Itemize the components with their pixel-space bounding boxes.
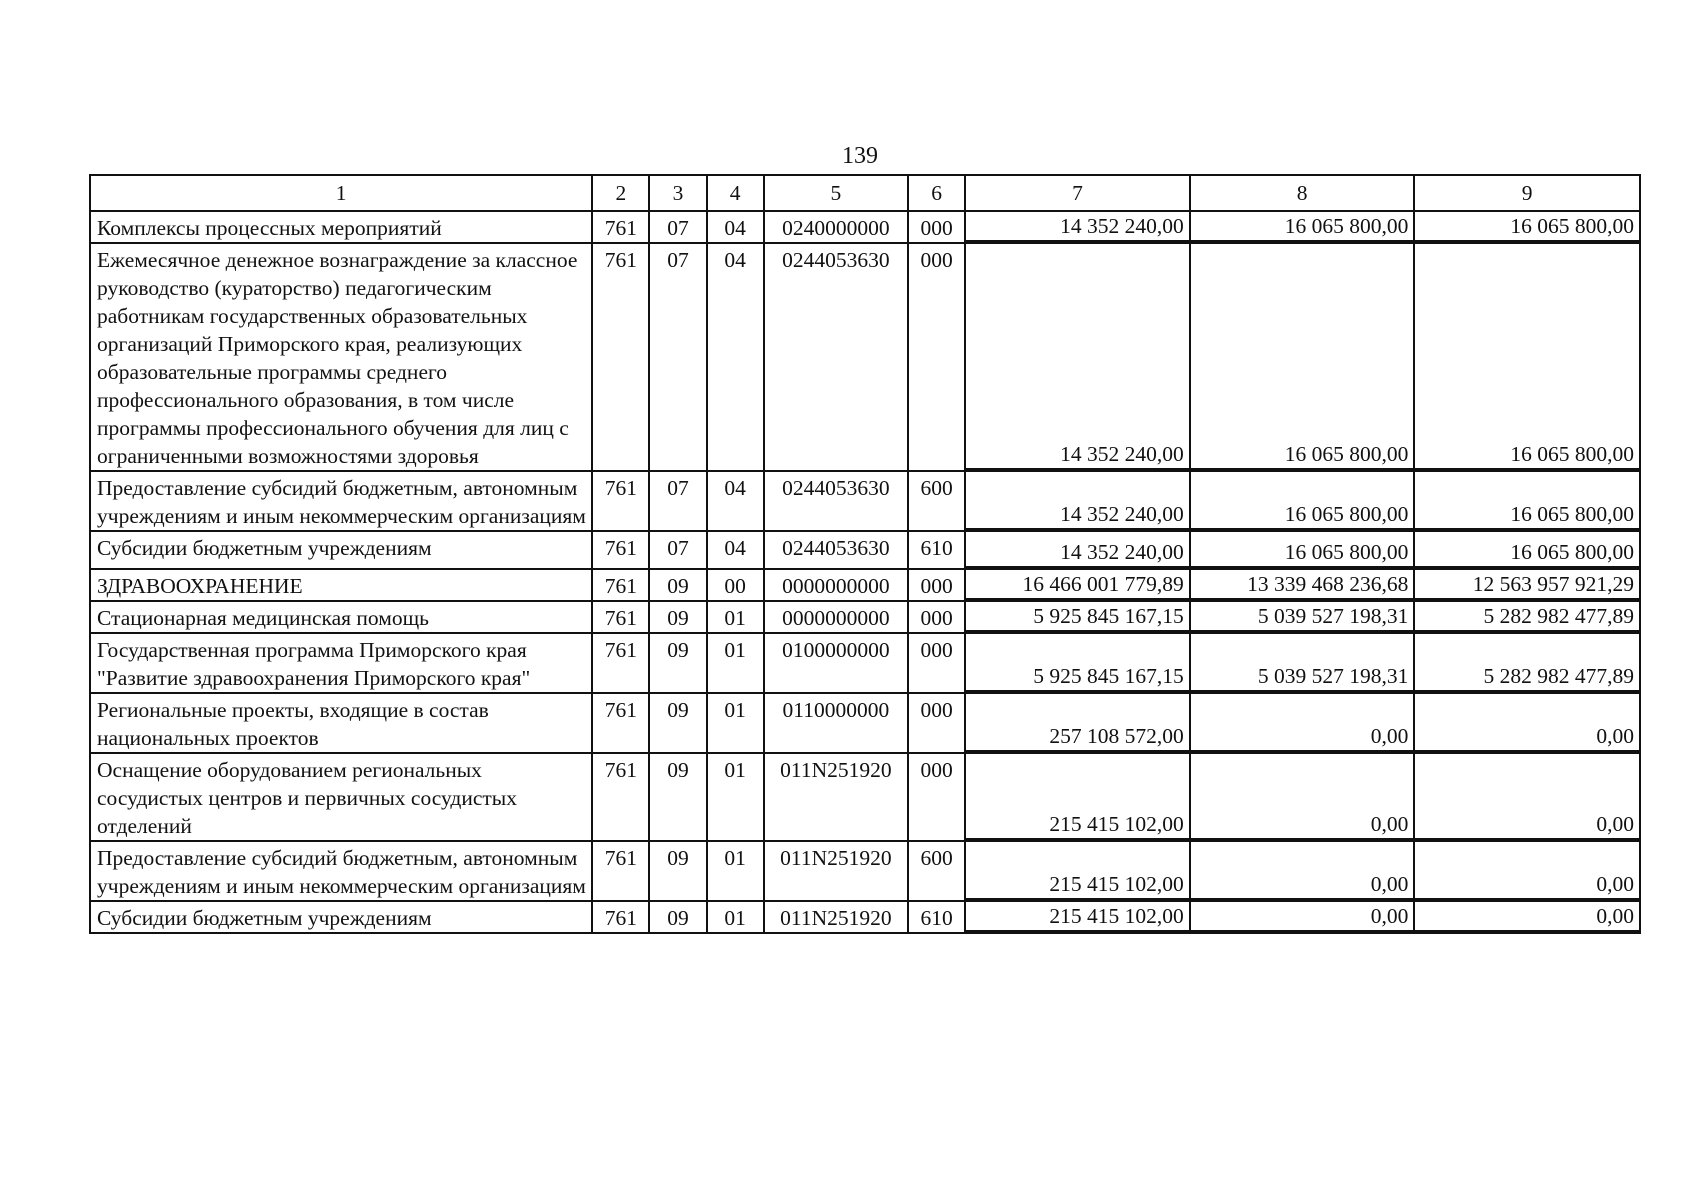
cell-amount-col-7 (965, 601, 1190, 633)
cell-amount-col-7 (965, 841, 1190, 901)
cell-amount-col-8 (1190, 569, 1415, 601)
table-row (90, 901, 1640, 933)
cell-section-code: 09 (649, 753, 706, 841)
cell-name: ЗДРАВООХРАНЕНИЕ (90, 569, 592, 601)
cell-amount-col-8 (1190, 601, 1415, 633)
amount-value: 14 352 240,00 (966, 440, 1189, 470)
cell-name: Стационарная медицинская помощь (90, 601, 592, 633)
cell-expense-type-code: 610 (908, 901, 965, 933)
cell-amount-col-9 (1414, 569, 1640, 601)
amount-value: 16 065 800,00 (1415, 538, 1639, 568)
cell-amount-col-8 (1190, 753, 1415, 841)
cell-amount-col-7 (965, 569, 1190, 601)
cell-amount-col-7 (965, 243, 1190, 471)
cell-amount-col-8 (1190, 693, 1415, 753)
amount-value: 14 352 240,00 (966, 538, 1189, 568)
cell-amount-col-7 (965, 693, 1190, 753)
cell-gr-code: 761 (592, 841, 649, 901)
cell-expense-type-code: 000 (908, 243, 965, 471)
column-header-1: 1 (90, 175, 592, 211)
cell-subsection-code: 04 (707, 243, 764, 471)
amount-value: 0,00 (1191, 902, 1414, 932)
amount-value: 0,00 (1191, 870, 1414, 900)
cell-name: Региональные проекты, входящие в состав национальных проектов (90, 693, 592, 753)
cell-name: Предоставление субсидий бюджетным, автономным учреждениям и иным некоммерческим организациям (90, 471, 592, 531)
cell-target-article-code: 0244053630 (764, 471, 908, 531)
cell-subsection-code: 04 (707, 531, 764, 569)
cell-section-code: 09 (649, 693, 706, 753)
cell-expense-type-code: 000 (908, 693, 965, 753)
cell-gr-code: 761 (592, 753, 649, 841)
cell-amount-col-8 (1190, 531, 1415, 569)
amount-value: 5 282 982 477,89 (1415, 602, 1639, 632)
budget-table (89, 174, 1641, 934)
amount-value: 5 039 527 198,31 (1191, 602, 1414, 632)
amount-value: 16 065 800,00 (1191, 500, 1414, 530)
cell-expense-type-code: 600 (908, 471, 965, 531)
cell-target-article-code: 0000000000 (764, 601, 908, 633)
cell-name: Государственная программа Приморского края "Развитие здравоохранения Приморского края" (90, 633, 592, 693)
cell-gr-code: 761 (592, 243, 649, 471)
cell-name: Предоставление субсидий бюджетным, автономным учреждениям и иным некоммерческим организациям (90, 841, 592, 901)
amount-value: 215 415 102,00 (966, 902, 1189, 932)
amount-value: 215 415 102,00 (966, 810, 1189, 840)
amount-value: 5 925 845 167,15 (966, 602, 1189, 632)
table-row (90, 841, 1640, 901)
column-header-2: 2 (592, 175, 649, 211)
amount-value: 5 282 982 477,89 (1415, 662, 1639, 692)
cell-name: Ежемесячное денежное вознаграждение за классное руководство (кураторство) педагогическим работникам государственных образовательных организаций Приморского края, реализующих образовательные программы среднего профессионального образования, в том числе программы профессионального обучения для лиц с ограниченными возможностями здоровья (90, 243, 592, 471)
cell-target-article-code: 011N251920 (764, 841, 908, 901)
cell-subsection-code: 01 (707, 601, 764, 633)
cell-subsection-code: 01 (707, 693, 764, 753)
cell-expense-type-code: 000 (908, 633, 965, 693)
column-header-6: 6 (908, 175, 965, 211)
column-header-7: 7 (965, 175, 1190, 211)
cell-amount-col-8 (1190, 471, 1415, 531)
cell-section-code: 09 (649, 601, 706, 633)
cell-name: Комплексы процессных мероприятий (90, 211, 592, 243)
cell-amount-col-8 (1190, 633, 1415, 693)
cell-amount-col-9 (1414, 243, 1640, 471)
amount-value: 16 065 800,00 (1191, 212, 1414, 242)
cell-expense-type-code: 000 (908, 211, 965, 243)
cell-gr-code: 761 (592, 901, 649, 933)
amount-value: 0,00 (1415, 870, 1639, 900)
cell-subsection-code: 01 (707, 901, 764, 933)
column-header-8: 8 (1190, 175, 1415, 211)
table-row (90, 753, 1640, 841)
cell-subsection-code: 01 (707, 753, 764, 841)
cell-name: Субсидии бюджетным учреждениям (90, 531, 592, 569)
cell-amount-col-8 (1190, 841, 1415, 901)
cell-expense-type-code: 000 (908, 601, 965, 633)
cell-name: Оснащение оборудованием региональных сосудистых центров и первичных сосудистых отделений (90, 753, 592, 841)
cell-amount-col-8 (1190, 901, 1415, 933)
amount-value: 0,00 (1415, 722, 1639, 752)
cell-amount-col-7 (965, 211, 1190, 243)
table-row (90, 601, 1640, 633)
column-header-9: 9 (1414, 175, 1640, 211)
cell-amount-col-8 (1190, 243, 1415, 471)
cell-gr-code: 761 (592, 693, 649, 753)
cell-section-code: 09 (649, 569, 706, 601)
cell-section-code: 07 (649, 243, 706, 471)
column-header-3: 3 (649, 175, 706, 211)
cell-amount-col-7 (965, 901, 1190, 933)
cell-amount-col-9 (1414, 901, 1640, 933)
column-header-4: 4 (707, 175, 764, 211)
cell-amount-col-9 (1414, 601, 1640, 633)
cell-subsection-code: 01 (707, 841, 764, 901)
cell-amount-col-9 (1414, 633, 1640, 693)
table-row (90, 569, 1640, 601)
cell-gr-code: 761 (592, 531, 649, 569)
column-header-5: 5 (764, 175, 908, 211)
cell-expense-type-code: 000 (908, 569, 965, 601)
amount-value: 16 065 800,00 (1415, 500, 1639, 530)
cell-subsection-code: 00 (707, 569, 764, 601)
cell-target-article-code: 011N251920 (764, 901, 908, 933)
amount-value: 16 065 800,00 (1191, 538, 1414, 568)
table-header-row (90, 175, 1640, 211)
cell-subsection-code: 01 (707, 633, 764, 693)
cell-expense-type-code: 600 (908, 841, 965, 901)
amount-value: 0,00 (1191, 810, 1414, 840)
cell-target-article-code: 0244053630 (764, 531, 908, 569)
cell-section-code: 09 (649, 633, 706, 693)
cell-amount-col-9 (1414, 211, 1640, 243)
table-row (90, 633, 1640, 693)
cell-amount-col-9 (1414, 753, 1640, 841)
cell-name: Субсидии бюджетным учреждениям (90, 901, 592, 933)
amount-value: 16 065 800,00 (1415, 212, 1639, 242)
cell-section-code: 07 (649, 531, 706, 569)
amount-value: 16 065 800,00 (1415, 440, 1639, 470)
cell-target-article-code: 011N251920 (764, 753, 908, 841)
cell-gr-code: 761 (592, 211, 649, 243)
cell-amount-col-7 (965, 531, 1190, 569)
cell-gr-code: 761 (592, 569, 649, 601)
table-row (90, 693, 1640, 753)
cell-target-article-code: 0110000000 (764, 693, 908, 753)
cell-amount-col-8 (1190, 211, 1415, 243)
cell-expense-type-code: 000 (908, 753, 965, 841)
cell-subsection-code: 04 (707, 471, 764, 531)
amount-value: 0,00 (1415, 902, 1639, 932)
amount-value: 5 039 527 198,31 (1191, 662, 1414, 692)
table-row (90, 531, 1640, 569)
page-number: 139 (842, 143, 878, 169)
amount-value: 14 352 240,00 (966, 212, 1189, 242)
cell-section-code: 09 (649, 841, 706, 901)
amount-value: 16 065 800,00 (1191, 440, 1414, 470)
cell-target-article-code: 0240000000 (764, 211, 908, 243)
cell-amount-col-7 (965, 753, 1190, 841)
amount-value: 0,00 (1415, 810, 1639, 840)
cell-amount-col-7 (965, 633, 1190, 693)
cell-target-article-code: 0100000000 (764, 633, 908, 693)
cell-expense-type-code: 610 (908, 531, 965, 569)
amount-value: 12 563 957 921,29 (1415, 570, 1639, 600)
cell-target-article-code: 0000000000 (764, 569, 908, 601)
cell-target-article-code: 0244053630 (764, 243, 908, 471)
table-row (90, 211, 1640, 243)
table-row (90, 243, 1640, 471)
amount-value: 13 339 468 236,68 (1191, 570, 1414, 600)
amount-value: 0,00 (1191, 722, 1414, 752)
cell-amount-col-9 (1414, 531, 1640, 569)
amount-value: 5 925 845 167,15 (966, 662, 1189, 692)
cell-gr-code: 761 (592, 471, 649, 531)
cell-amount-col-9 (1414, 471, 1640, 531)
cell-amount-col-7 (965, 471, 1190, 531)
cell-section-code: 09 (649, 901, 706, 933)
cell-amount-col-9 (1414, 841, 1640, 901)
cell-section-code: 07 (649, 211, 706, 243)
amount-value: 14 352 240,00 (966, 500, 1189, 530)
table-row (90, 471, 1640, 531)
amount-value: 16 466 001 779,89 (966, 570, 1189, 600)
cell-section-code: 07 (649, 471, 706, 531)
amount-value: 257 108 572,00 (966, 722, 1189, 752)
cell-amount-col-9 (1414, 693, 1640, 753)
cell-gr-code: 761 (592, 633, 649, 693)
amount-value: 215 415 102,00 (966, 870, 1189, 900)
cell-subsection-code: 04 (707, 211, 764, 243)
cell-gr-code: 761 (592, 601, 649, 633)
